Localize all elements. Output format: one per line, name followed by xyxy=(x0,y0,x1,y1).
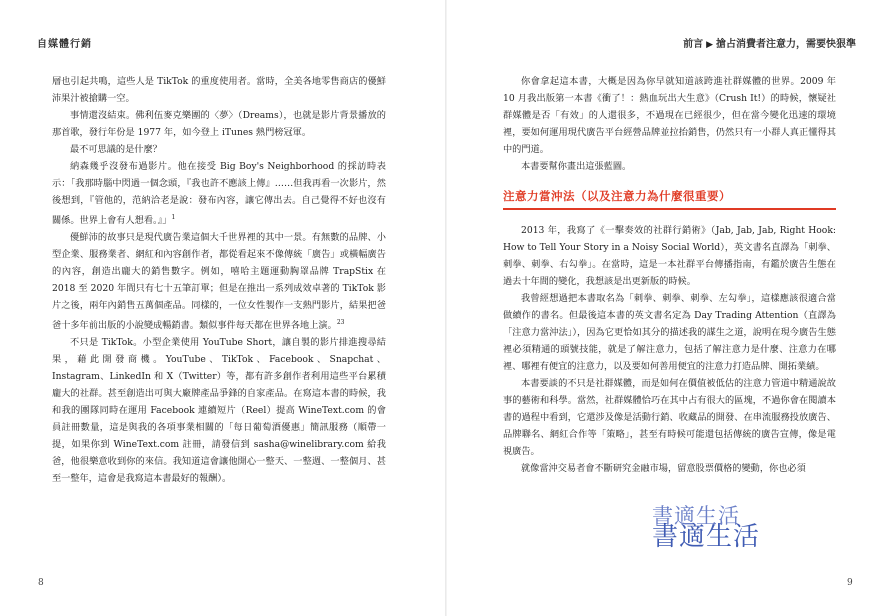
section-heading-text: 注意力當沖法（以及注意力為什麼很重要） xyxy=(503,189,731,203)
left-page-body xyxy=(52,73,386,487)
arrow-right-icon: ▶ xyxy=(706,40,713,50)
section-heading xyxy=(503,185,836,210)
running-head-book-title: 自媒體行銷 xyxy=(37,39,92,50)
chapter-label: 前言 xyxy=(683,39,704,50)
footnote-mark: 1 xyxy=(171,214,176,221)
page-number-right: 9 xyxy=(847,578,853,588)
footnote-mark: 3 xyxy=(340,319,345,327)
right-page-body xyxy=(503,73,836,477)
watermark-front: 書適生活 xyxy=(652,522,761,552)
book-gutter xyxy=(445,0,447,616)
running-head-chapter xyxy=(683,35,856,50)
right-paragraph: 你會拿起這本書，大概是因為你早就知道該跨進社群媒體的世界。2009 年 10 月我出版第一本書《衝了！：熱血玩出大生意》（Crush It!）的時候，懷疑社群媒體是否「有效」的人還很多，不過現在已經很少，但在當今變化迅速的環境裡，要如何運用現代廣告平台經營品牌並拉抬銷售，仍然只有一小群人真正懂得其中的門道。 xyxy=(503,76,836,155)
right-paragraph: 本書要幫你畫出這張藍圖。 xyxy=(521,161,632,172)
right-paragraph: 就像當沖交易者會不斷研究金融市場，留意股票價格的變動，你也必須 xyxy=(521,463,806,474)
right-paragraph: 2013 年，我寫了《一擊奏效的社群行銷術》（Jab, Jab, Jab, Right Hook: How to Tell Your Story in a Noisy Social World），英文書名直譯為「刺拳、刺拳、刺拳、右勾拳」。在當時，這是一本社群平台傳播指南，有鑑於廣告生態在過去十年間的變化，我想該是出更新版的時候。 xyxy=(503,225,836,287)
left-paragraph-text: 納森幾乎沒發布過影片。他在接受 Big Boy's Neighborhood 的採訪時表示：「我那時腦中閃過一個念頭，『我也許不應該上傳』……但我再看一次影片，然後想到，『管他的，范納洽老是說：發布內容，讓它傳出去。自己覺得不好也沒有關係。世界上會有人想看。』」 xyxy=(52,161,386,227)
watermark-back: 書適生活 xyxy=(652,504,740,528)
left-paragraph: 層也引起共鳴，這些人是 TikTok 的重度使用者。當時，全美各地零售商店的優鮮沛果汁被搶購一空。 xyxy=(52,76,386,104)
left-paragraph xyxy=(52,158,386,229)
right-paragraph: 我曾經想過把本書取名為「刺拳、刺拳、刺拳、左勾拳」，這樣應該很適合當做續作的書名。但最後這本書的英文書名定為 Day Trading Attention（直譯為「注意力當沖法」），因為它更恰如其分的描述我的謀生之道，說明在現今廣告生態裡必須精通的頭號技能，就是了解注意力，包括了解注意力是什麼、注意力在哪裡、哪裡有便宜的注意力，以及要如何善用便宜的注意力打造品牌、開拓業績。 xyxy=(503,293,836,372)
footnote-mark: 2 xyxy=(336,319,341,327)
left-paragraph-text: 優鮮沛的故事只是現代廣告業這個大千世界裡的其中一景。有無數的品牌、小型企業、服務業者、網紅和內容創作者，都從看起來不像傳統「廣告」或橫幅廣告的內容，創造出龐大的銷售數字。例如，嘻哈主題運動胸罩品牌 TrapStix 在 2018 至 2020 年間只有七十五筆訂單；但是在推出一系列成效卓著的 TikTok 影片之後，兩年內銷售五萬個產品。同樣的，一位女性製作一支熱門影片，結果把爸爸十多年前出版的小說變成暢銷書。類似事件每天都在世界各地上演。 xyxy=(52,232,386,332)
left-paragraph: 最不可思議的是什麼？ xyxy=(70,144,162,155)
right-paragraph: 本書要談的不只是社群媒體，而是如何在價值被低估的注意力管道中精通說故事的藝術和科學。當然，社群媒體恰巧在其中占有很大的區塊，不過你會在閱讀本書的過程中看到，它還涉及像是活動行銷、收藏品的開發、在串流服務投放廣告、品牌聯名、網紅合作等「策略」，甚至有時候可能還包括傳統的廣告宣傳，像是電視廣告。 xyxy=(503,378,836,457)
page-number-left: 8 xyxy=(38,578,44,588)
left-paragraph: 不只是 TikTok。小型企業使用 YouTube Short，讓自製的影片排進搜尋結果，藉此開發商機。YouTube、TikTok、Facebook、Snapchat、Instagram、LinkedIn 和 X（Twitter）等，都有許多創作者利用這些平台累積龐大的社群。甚至創造出可與大廠牌產品爭鋒的自家產品。在寫這本書的時候，我和我的團隊同時在運用 Facebook 連續短片（Reel）提高 WineText.com 的會員註冊數量，這是與我的各項事業相關的「每日葡萄酒優惠」簡訊服務（順帶一提，如果你到 WineText.com 註冊，請發信到 sasha@winelibrary.com 給我爸，他很樂意收到你的來信。我知道這會讓他開心一整天、一整週、一整個月、甚至一整年，這會是我寫這本書最好的報酬）。 xyxy=(52,337,386,485)
chapter-title: 搶占消費者注意力，需要快狠準 xyxy=(716,39,856,50)
left-paragraph xyxy=(52,229,386,334)
left-paragraph: 事情還沒結束。佛利伍麥克樂團的〈夢〉（Dreams），也就是影片背景播放的那首歌，發行年份是 1977 年，如今登上 iTunes 熱門榜冠軍。 xyxy=(52,110,386,138)
